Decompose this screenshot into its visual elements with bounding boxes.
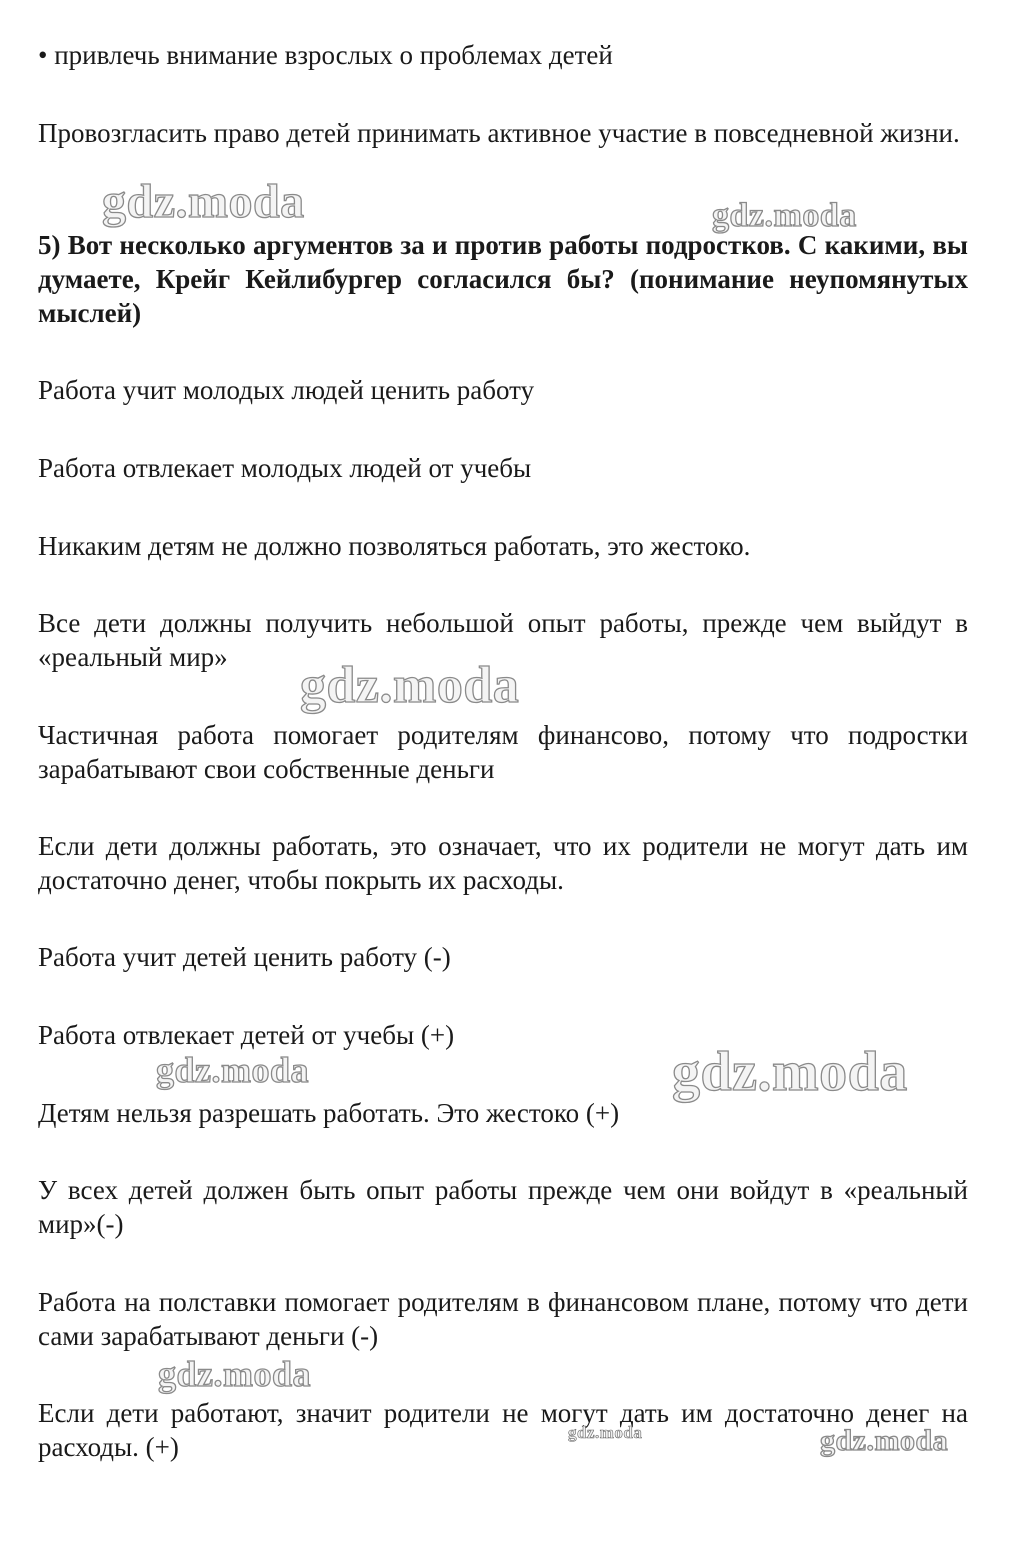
- question-heading: 5) Вот несколько аргументов за и против работы подростков. С какими, вы думаете, Крейг Кейлибургер согласился бы? (понимание неупомянутых мыслей): [38, 230, 968, 328]
- proclaim-paragraph: Провозгласить право детей принимать активное участие в повседневной жизни.: [38, 118, 960, 148]
- watermark-logo: gdz.moda: [712, 197, 857, 234]
- argument-2: Работа отвлекает молодых людей от учебы: [38, 453, 532, 483]
- answer-2: Работа отвлекает детей от учебы (+): [38, 1020, 455, 1050]
- answer-6: Если дети работают, значит родители не могут дать им достаточно денег на расходы. (+): [38, 1398, 968, 1462]
- watermark-logo: gdz.moda: [158, 1354, 312, 1394]
- answer-5: Работа на полставки помогает родителям в финансовом плане, потому что дети сами зарабатывают деньги (-): [38, 1287, 968, 1351]
- answer-3: Детям нельзя разрешать работать. Это жестоко (+): [38, 1098, 620, 1128]
- argument-4: Все дети должны получить небольшой опыт работы, прежде чем выйдут в «реальный мир»: [38, 608, 968, 672]
- watermark-logo: gdz.moda: [300, 657, 520, 714]
- argument-5: Частичная работа помогает родителям финансово, потому что подростки зарабатывают свои собственные деньги: [38, 720, 968, 784]
- watermark-logo: gdz.moda: [102, 175, 305, 228]
- argument-6: Если дети должны работать, это означает, что их родители не могут дать им достаточно денег, чтобы покрыть их расходы.: [38, 831, 968, 895]
- bullet-item: • привлечь внимание взрослых о проблемах детей: [38, 40, 613, 70]
- answer-4: У всех детей должен быть опыт работы прежде чем они войдут в «реальный мир»(-): [38, 1175, 968, 1239]
- answer-1: Работа учит детей ценить работу (-): [38, 942, 451, 972]
- argument-3: Никаким детям не должно позволяться работать, это жестоко.: [38, 531, 751, 561]
- watermark-logo: gdz.moda: [156, 1050, 310, 1090]
- argument-1: Работа учит молодых людей ценить работу: [38, 375, 535, 405]
- watermark-logo: gdz.moda: [568, 1423, 643, 1442]
- watermark-logo: gdz.moda: [672, 1041, 908, 1103]
- watermark-logo: gdz.moda: [820, 1424, 949, 1457]
